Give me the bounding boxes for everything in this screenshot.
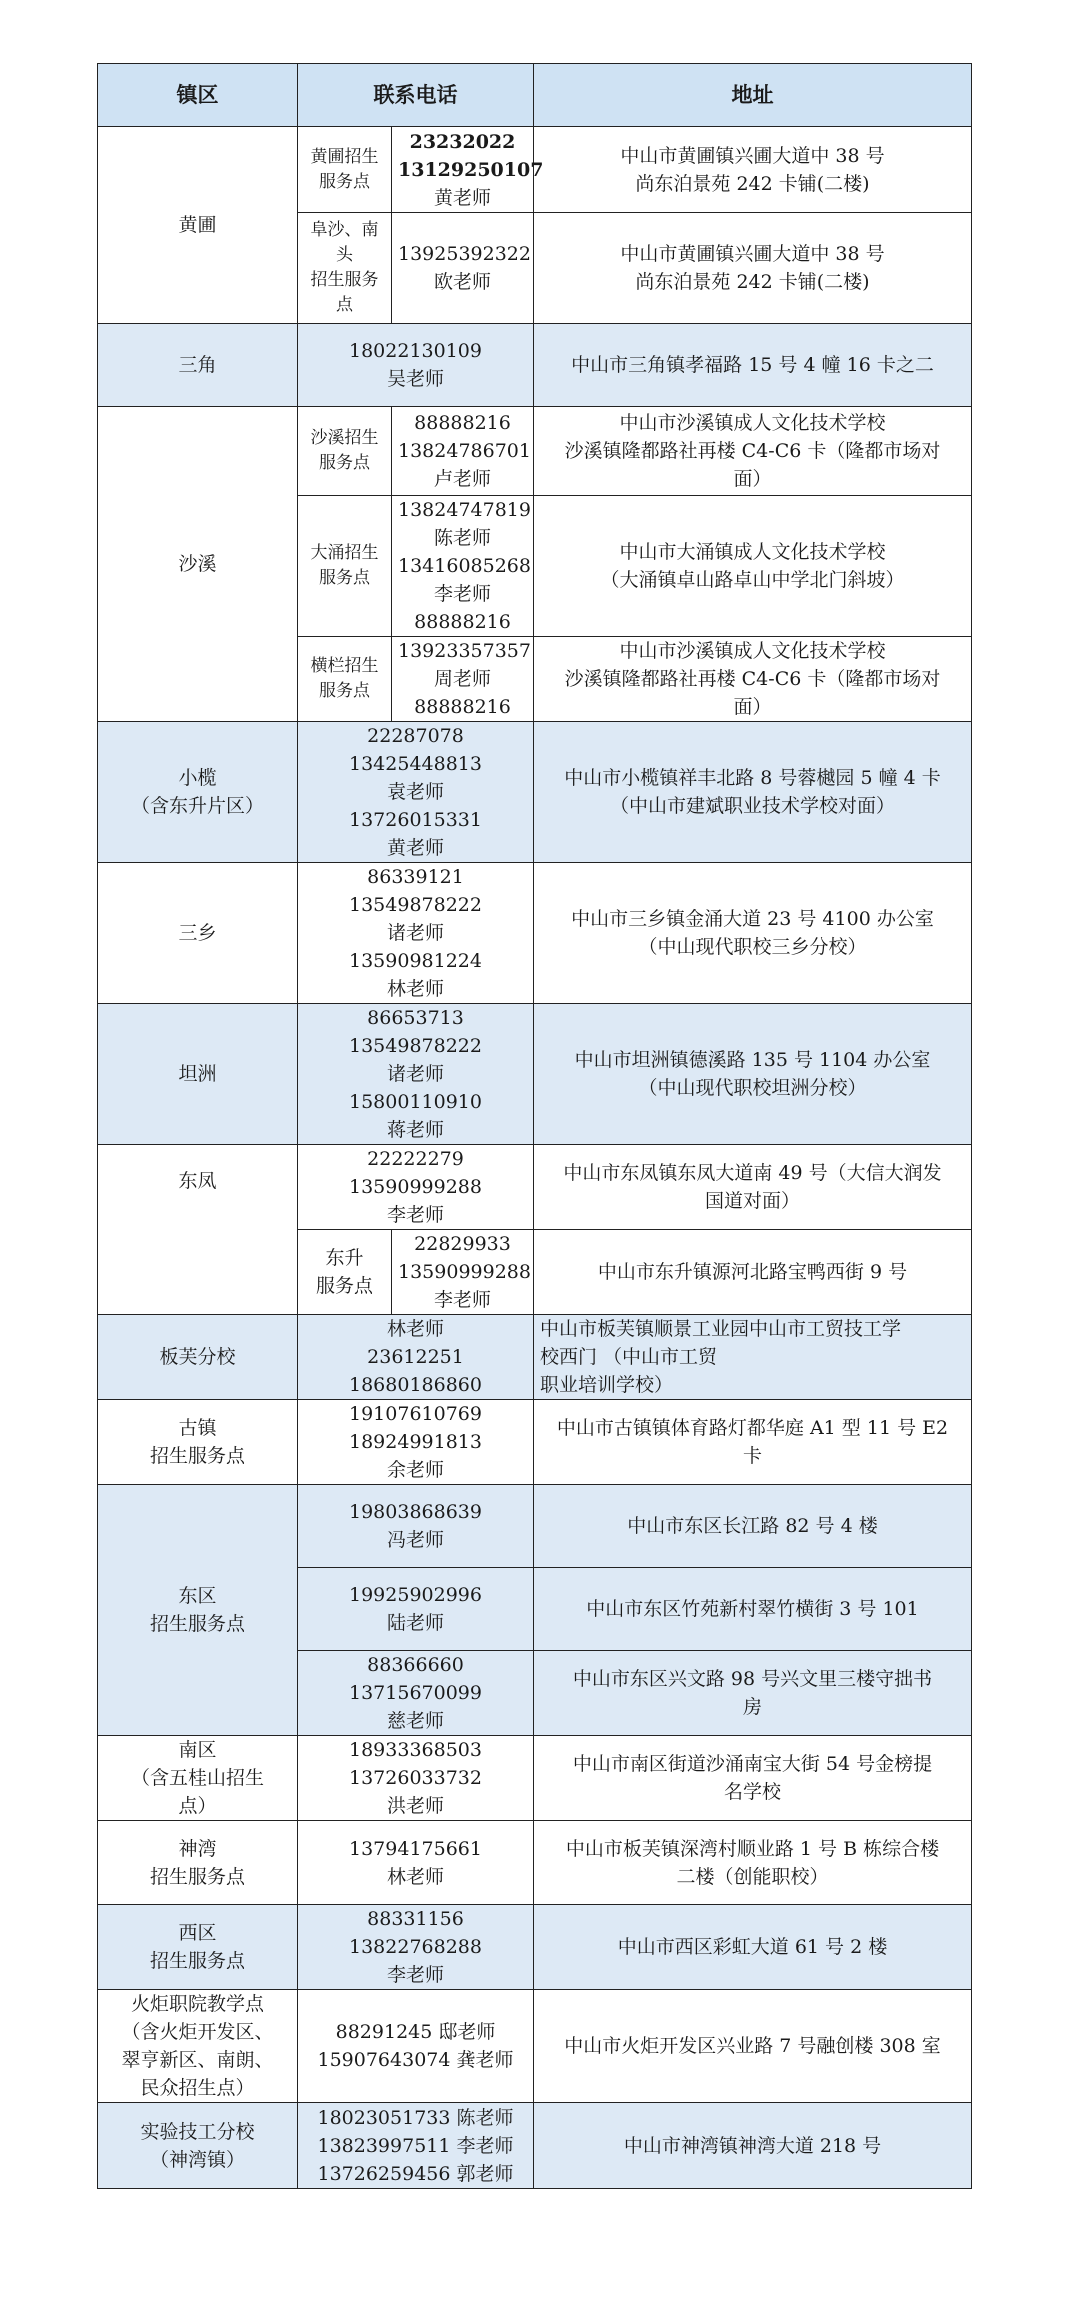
table-row <box>98 1315 972 1400</box>
phone-cell: 88291245 邸老师 15907643074 龚老师 <box>298 1990 534 2103</box>
phone-cell: 22829933 13590999288 李老师 <box>392 1230 534 1315</box>
service-point-cell: 沙溪招生 服务点 <box>298 407 392 496</box>
phone-cell: 88888216 13824786701 卢老师 <box>392 407 534 496</box>
table-row <box>98 1485 972 1568</box>
address-cell: 中山市东区竹苑新村翠竹横街 3 号 101 <box>534 1568 972 1651</box>
service-point-cell: 大涌招生 服务点 <box>298 496 392 637</box>
table-row <box>98 407 972 496</box>
address-cell: 中山市神湾镇神湾大道 218 号 <box>534 2103 972 2189</box>
table-row <box>98 722 972 863</box>
contact-person: 黄老师 <box>433 186 491 209</box>
town-cell: 东区 招生服务点 <box>98 1485 298 1736</box>
phone-cell: 19803868639 冯老师 <box>298 1485 534 1568</box>
address-cell: 中山市南区街道沙涌南宝大街 54 号金榜提 名学校 <box>534 1736 972 1821</box>
service-point-cell: 黄圃招生 服务点 <box>298 127 392 213</box>
address-cell: 中山市沙溪镇成人文化技术学校 沙溪镇隆都路社再楼 C4-C6 卡（隆都市场对 面） <box>534 637 972 722</box>
phone-numbers: 23232022 13129250107 <box>398 130 544 181</box>
phone-cell: 13923357357 周老师 88888216 <box>392 637 534 722</box>
address-cell: 中山市坦洲镇德溪路 135 号 1104 办公室 （中山现代职校坦洲分校） <box>534 1004 972 1145</box>
address-cell: 中山市东区长江路 82 号 4 楼 <box>534 1485 972 1568</box>
header-town: 镇区 <box>98 64 298 127</box>
address-cell: 中山市黄圃镇兴圃大道中 38 号 尚东泊景苑 242 卡铺(二楼) <box>534 213 972 324</box>
service-point-cell: 阜沙、南 头 招生服务 点 <box>298 213 392 324</box>
address-cell: 中山市板芙镇顺景工业园中山市工贸技工学 校西门 （中山市工贸 职业培训学校） <box>534 1315 972 1400</box>
table-row <box>98 1736 972 1821</box>
town-cell: 火炬职院教学点 （含火炬开发区、 翠亨新区、南朗、 民众招生点） <box>98 1990 298 2103</box>
address-cell: 中山市小榄镇祥丰北路 8 号蓉樾园 5 幢 4 卡 （中山市建斌职业技术学校对面） <box>534 722 972 863</box>
table-row <box>98 2103 972 2189</box>
table-row <box>98 1905 972 1990</box>
address-cell: 中山市东区兴文路 98 号兴文里三楼守拙书 房 <box>534 1651 972 1736</box>
town-cell: 沙溪 <box>98 407 298 722</box>
phone-cell: 18023051733 陈老师 13823997511 李老师 13726259456 郭老师 <box>298 2103 534 2189</box>
town-cell: 古镇 招生服务点 <box>98 1400 298 1485</box>
phone-cell: 86339121 13549878222 诸老师 13590981224 林老师 <box>298 863 534 1004</box>
service-point-cell: 横栏招生 服务点 <box>298 637 392 722</box>
phone-cell: 13794175661 林老师 <box>298 1821 534 1905</box>
address-cell: 中山市古镇镇体育路灯都华庭 A1 型 11 号 E2 卡 <box>534 1400 972 1485</box>
address-cell: 中山市三乡镇金涌大道 23 号 4100 办公室 （中山现代职校三乡分校） <box>534 863 972 1004</box>
phone-cell: 88331156 13822768288 李老师 <box>298 1905 534 1990</box>
phone-cell: 19107610769 18924991813 余老师 <box>298 1400 534 1485</box>
phone-cell: 13824747819 陈老师 13416085268 李老师 88888216 <box>392 496 534 637</box>
header-phone: 联系电话 <box>298 64 534 127</box>
phone-cell: 19925902996 陆老师 <box>298 1568 534 1651</box>
town-cell: 实验技工分校 （神湾镇） <box>98 2103 298 2189</box>
table-row <box>98 1145 972 1230</box>
table-row <box>98 1004 972 1145</box>
enrollment-contact-table-wrapper <box>97 63 971 2189</box>
town-cell: 板芙分校 <box>98 1315 298 1400</box>
phone-cell: 86653713 13549878222 诸老师 15800110910 蒋老师 <box>298 1004 534 1145</box>
address-cell: 中山市西区彩虹大道 61 号 2 楼 <box>534 1905 972 1990</box>
table-row <box>98 863 972 1004</box>
town-cell: 神湾 招生服务点 <box>98 1821 298 1905</box>
town-cell: 黄圃 <box>98 127 298 324</box>
address-cell: 中山市板芙镇深湾村顺业路 1 号 B 栋综合楼 二楼（创能职校） <box>534 1821 972 1905</box>
phone-cell <box>392 127 544 213</box>
table-row <box>98 1400 972 1485</box>
town-cell: 南区 （含五桂山招生 点） <box>98 1736 298 1821</box>
service-point-cell: 东升 服务点 <box>298 1230 392 1315</box>
town-cell: 坦洲 <box>98 1004 298 1145</box>
phone-cell: 林老师 23612251 18680186860 <box>298 1315 534 1400</box>
header-address: 地址 <box>534 64 972 127</box>
address-cell: 中山市沙溪镇成人文化技术学校 沙溪镇隆都路社再楼 C4-C6 卡（隆都市场对 面） <box>534 407 972 496</box>
address-cell: 中山市三角镇孝福路 15 号 4 幢 16 卡之二 <box>534 324 972 407</box>
table-row <box>98 1821 972 1905</box>
header-row <box>98 64 972 127</box>
phone-cell: 22222279 13590999288 李老师 <box>298 1145 534 1230</box>
phone-cell: 22287078 13425448813 袁老师 13726015331 黄老师 <box>298 722 534 863</box>
address-cell: 中山市东凤镇东凤大道南 49 号（大信大润发 国道对面） <box>534 1145 972 1230</box>
address-cell: 中山市东升镇源河北路宝鸭西街 9 号 <box>534 1230 972 1315</box>
phone-cell: 18022130109 吴老师 <box>298 324 534 407</box>
phone-cell: 13925392322 欧老师 <box>392 213 534 324</box>
table-row <box>98 324 972 407</box>
town-cell: 小榄 （含东升片区） <box>98 722 298 863</box>
town-cell: 三乡 <box>98 863 298 1004</box>
phone-cell: 18933368503 13726033732 洪老师 <box>298 1736 534 1821</box>
phone-cell: 88366660 13715670099 慈老师 <box>298 1651 534 1736</box>
town-cell: 东凤 <box>98 1145 298 1315</box>
table-row <box>98 1990 972 2103</box>
town-cell: 三角 <box>98 324 298 407</box>
town-cell: 西区 招生服务点 <box>98 1905 298 1990</box>
address-cell: 中山市大涌镇成人文化技术学校 （大涌镇卓山路卓山中学北门斜坡） <box>534 496 972 637</box>
table-row <box>98 127 972 213</box>
enrollment-contact-table <box>97 63 972 2189</box>
address-cell: 中山市黄圃镇兴圃大道中 38 号 尚东泊景苑 242 卡铺(二楼) <box>534 127 972 213</box>
address-cell: 中山市火炬开发区兴业路 7 号融创楼 308 室 <box>534 1990 972 2103</box>
